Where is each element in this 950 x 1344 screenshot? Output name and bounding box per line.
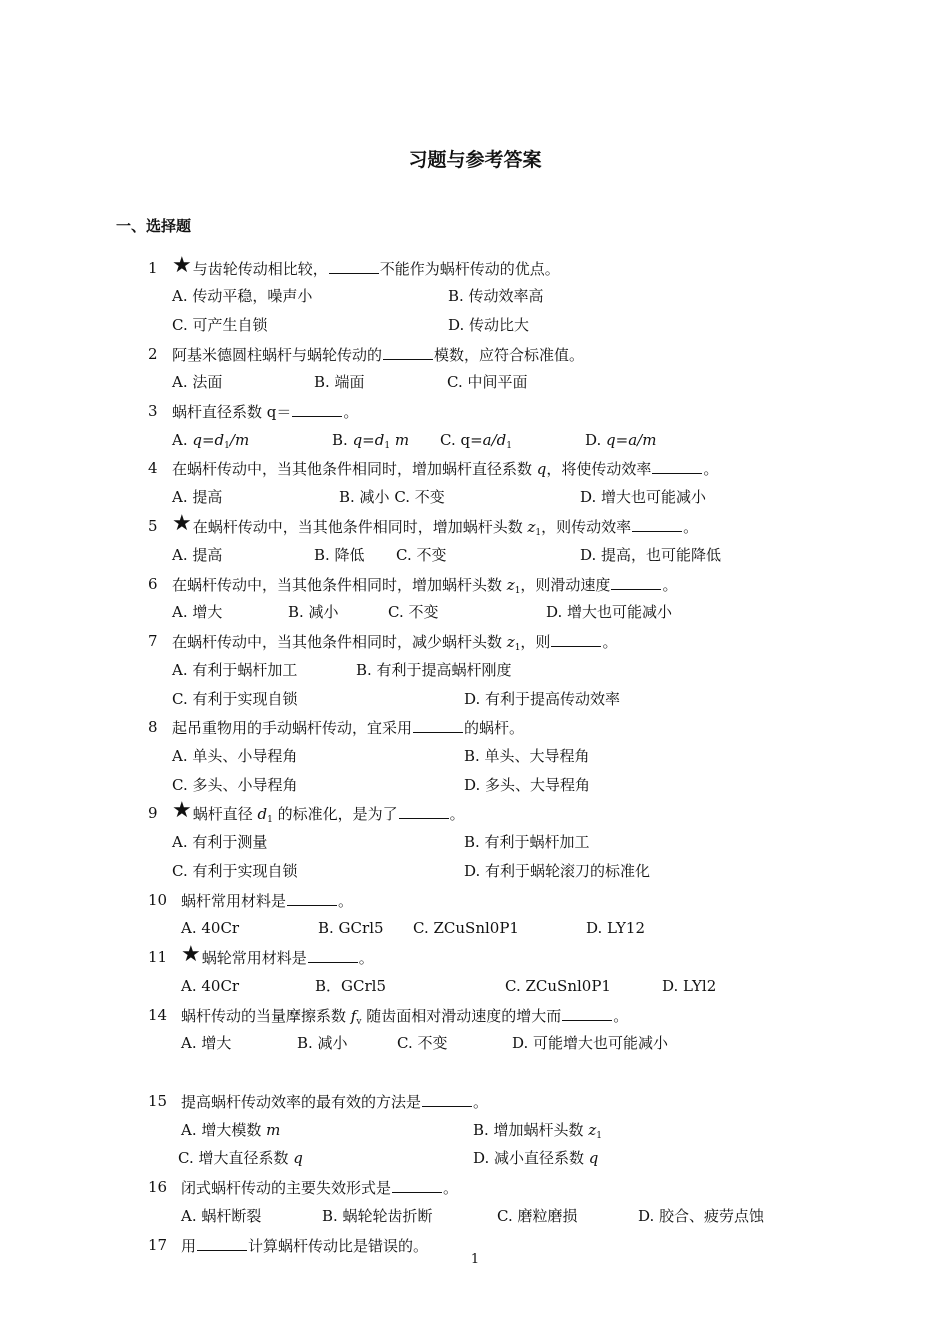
- question-number: 2: [148, 345, 158, 363]
- question-number: 9: [148, 804, 158, 822]
- answer-blank: [551, 630, 601, 647]
- question-5: [148, 511, 848, 538]
- question-text: 闭式蜗杆传动的主要失效形式是 。: [181, 1176, 458, 1199]
- option-a: A. 增大: [181, 1034, 232, 1052]
- question-8: [148, 716, 848, 738]
- option-d: D. 可能增大也可能减小: [512, 1034, 669, 1052]
- question-9: [148, 798, 848, 825]
- question-6: [148, 573, 848, 595]
- option-a: A. 有利于测量: [172, 833, 268, 851]
- page-title: 习题与参考答案: [408, 149, 542, 171]
- question-number: 5: [148, 517, 158, 535]
- option-c: C. 可产生自锁: [172, 316, 268, 334]
- page-number: 1: [470, 1252, 480, 1267]
- option-b: B. 增加蜗杆头数 $z_1$: [473, 1121, 602, 1141]
- options-row: [181, 1205, 801, 1227]
- question-14: [148, 1004, 848, 1026]
- option-c: C. ZCuSnl0P1: [505, 977, 611, 995]
- question-10: [148, 889, 848, 911]
- option-a: A. 单头、小导程角: [172, 747, 298, 765]
- question-text: 阿基米德圆柱蜗杆与蜗轮传动的 模数，应符合标准值。: [172, 343, 584, 366]
- option-b: B. 减小: [288, 603, 339, 621]
- option-b: B. 蜗轮轮齿折断: [322, 1207, 433, 1225]
- answer-blank: [308, 946, 358, 963]
- answer-blank: [399, 802, 449, 819]
- question-text: 在蜗杆传动中，当其他条件相同时，增加蜗杆直径系数 q，将使传动效率 。: [172, 457, 718, 480]
- question-text: 用 计算蜗杆传动比是错误的。: [181, 1234, 428, 1257]
- options-row: [172, 371, 772, 393]
- question-text: ★与齿轮传动相比较， 不能作为蜗杆传动的优点。: [172, 253, 560, 278]
- question-11: [148, 942, 848, 968]
- option-c: C. $q=a/d_1$: [440, 431, 512, 451]
- option-b: B. GCrl5: [318, 919, 384, 937]
- question-3: [148, 400, 848, 422]
- option-b-c: B. 减小 C. 不变: [339, 488, 445, 506]
- options-row: [178, 1147, 778, 1169]
- question-text: ★在蜗杆传动中，当其他条件相同时，增加蜗杆头数 $z_1$，则传动效率 。: [172, 511, 699, 538]
- option-d: D. 传动比大: [448, 316, 530, 334]
- options-row: [172, 285, 772, 307]
- question-number: 14: [148, 1006, 168, 1024]
- option-b: B．GCrl5: [315, 977, 386, 995]
- question-2: [148, 343, 848, 365]
- question-number: 4: [148, 459, 158, 477]
- question-text: 蜗杆直径系数 q＝ 。: [172, 400, 358, 423]
- option-b: B. 传动效率高: [448, 287, 544, 305]
- options-row: [172, 831, 772, 853]
- answer-blank: [562, 1004, 612, 1021]
- question-number: 6: [148, 575, 158, 593]
- options-row: [181, 1090, 182, 1112]
- options-row: [172, 429, 772, 451]
- question-number: 7: [148, 632, 158, 650]
- option-d: D. LY12: [586, 919, 646, 937]
- question-1: [148, 253, 848, 279]
- options-row: [172, 601, 772, 623]
- options-row: [181, 1032, 781, 1054]
- options-row: [181, 917, 781, 939]
- option-b: B. 端面: [314, 373, 365, 391]
- option-d: D. q=a/m: [585, 431, 657, 449]
- answer-blank: [392, 1176, 442, 1193]
- options-row: [172, 860, 772, 882]
- option-b: B. 有利于提高蜗杆刚度: [356, 661, 512, 679]
- options-row: [172, 486, 772, 508]
- answer-blank: [611, 573, 661, 590]
- question-text: 在蜗杆传动中，当其他条件相同时，减少蜗杆头数 $z_1$，则 。: [172, 630, 617, 653]
- option-c: C. 不变: [388, 603, 439, 621]
- question-text: ★蜗杆直径 $d_1$ 的标准化，是为了 。: [172, 798, 465, 825]
- option-d: D. LYl2: [662, 977, 717, 995]
- option-d: D. 有利于蜗轮滚刀的标准化: [464, 862, 651, 880]
- question-16: [148, 1176, 848, 1198]
- option-c: C. 中间平面: [447, 373, 528, 391]
- answer-blank: [413, 716, 463, 733]
- option-a: A. 蜗杆断裂: [181, 1207, 262, 1225]
- option-c: C. 增大直径系数 q: [178, 1149, 303, 1167]
- options-row: [172, 659, 772, 681]
- answer-blank: [292, 400, 342, 417]
- question-number: 8: [148, 718, 158, 736]
- option-a: A. 提高: [172, 488, 223, 506]
- options-row: [172, 314, 772, 336]
- option-a: A. $q=d_1/m$: [172, 431, 250, 451]
- option-b: B. 单头、大导程角: [464, 747, 590, 765]
- star-icon: ★: [181, 942, 201, 967]
- option-c: C. 磨粒磨损: [497, 1207, 578, 1225]
- answer-blank: [383, 343, 433, 360]
- section-heading: 一、选择题: [116, 217, 192, 235]
- star-icon: ★: [172, 253, 192, 278]
- option-a: A. 法面: [172, 373, 223, 391]
- answer-blank: [329, 257, 379, 274]
- question-number: 11: [148, 948, 168, 966]
- option-c: C. 有利于实现自锁: [172, 862, 298, 880]
- option-b: B. 有利于蜗杆加工: [464, 833, 590, 851]
- star-icon: ★: [172, 798, 192, 823]
- answer-blank: [632, 515, 682, 532]
- option-a: A. 有利于蜗杆加工: [172, 661, 298, 679]
- options-row: [172, 745, 772, 767]
- option-c: C. 不变: [397, 1034, 448, 1052]
- answer-blank: [652, 457, 702, 474]
- option-c: C. 多头、小导程角: [172, 776, 298, 794]
- question-number: 17: [148, 1236, 168, 1254]
- question-number: 3: [148, 402, 158, 420]
- question-number: 10: [148, 891, 168, 909]
- option-b: B. $q=d_1$ m: [332, 431, 410, 451]
- question-text: 蜗杆传动的当量摩擦系数 $f_v$ 随齿面相对滑动速度的增大而 。: [181, 1004, 628, 1027]
- option-d: D. 胶合、疲劳点蚀: [638, 1207, 765, 1225]
- option-b: B. 减小: [297, 1034, 348, 1052]
- option-d: D. 提高，也可能降低: [580, 546, 722, 564]
- options-row: [181, 1119, 781, 1141]
- option-c: C. 有利于实现自锁: [172, 690, 298, 708]
- options-row: [172, 774, 772, 796]
- answer-blank: [287, 889, 337, 906]
- option-d: D. 增大也可能减小: [546, 603, 673, 621]
- question-text: 蜗杆常用材料是 。: [181, 889, 353, 912]
- option-a: A. 传动平稳，噪声小: [172, 287, 313, 305]
- question-4: [148, 457, 848, 479]
- option-d: D. 有利于提高传动效率: [464, 690, 621, 708]
- question-number: 1: [148, 259, 158, 277]
- question-7: [148, 630, 848, 652]
- question-number: 16: [148, 1178, 168, 1196]
- option-c: C. 不变: [396, 546, 447, 564]
- question-number: 15: [148, 1092, 168, 1110]
- question-text: 提高蜗杆传动效率的最有效的方法是 。: [181, 1090, 488, 1113]
- option-a: A. 增大模数 m: [181, 1121, 281, 1139]
- option-a: A. 40Cr: [181, 919, 240, 937]
- answer-blank: [197, 1234, 247, 1251]
- option-a: A. 增大: [172, 603, 223, 621]
- option-a: A. 提高: [172, 546, 223, 564]
- star-icon: ★: [172, 511, 192, 536]
- question-text: ★蜗轮常用材料是 。: [181, 942, 374, 967]
- options-row: [172, 688, 772, 710]
- question-text: 起吊重物用的手动蜗杆传动，宜采用 的蜗杆。: [172, 716, 524, 739]
- option-d: D. 多头、大导程角: [464, 776, 591, 794]
- option-d: D. 增大也可能减小: [580, 488, 707, 506]
- option-c: C. ZCuSnl0P1: [413, 919, 519, 937]
- question-text: 在蜗杆传动中，当其他条件相同时，增加蜗杆头数 $z_1$，则滑动速度 。: [172, 573, 677, 596]
- options-row: [181, 1090, 781, 1112]
- option-b: B. 降低: [314, 546, 365, 564]
- option-a: A. 40Cr: [181, 977, 240, 995]
- option-d: D. 减小直径系数 q: [473, 1149, 599, 1167]
- options-row: [172, 544, 772, 566]
- options-row: [181, 975, 781, 997]
